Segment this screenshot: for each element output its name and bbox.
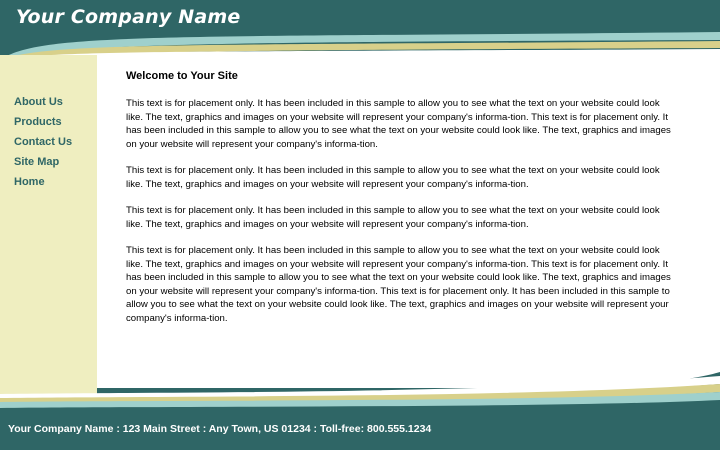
sidebar bbox=[0, 55, 97, 395]
nav-item-products bbox=[14, 112, 72, 132]
nav-item-contact-us bbox=[14, 132, 72, 152]
welcome-heading: Welcome to Your Site bbox=[126, 70, 238, 82]
body-text bbox=[126, 97, 671, 338]
nav-link-contact-us[interactable]: Contact Us bbox=[14, 136, 73, 148]
paragraph: This text is for placement only. It has been included in this sample to allow you to see what the text on your website could look like. The text, graphics and images on your website will represent your company's informa-tion. bbox=[126, 205, 660, 230]
nav-link-home[interactable]: Home bbox=[14, 176, 45, 188]
footer bbox=[0, 405, 720, 450]
nav-item-site-map bbox=[14, 152, 72, 172]
nav-item-about-us bbox=[14, 92, 72, 112]
paragraph: This text is for placement only. It has been included in this sample to allow you to see what the text on your website could look like. The text, graphics and images on your website will represent your company's informa-tion. This text is for placement only. It has been included in this sample to allow you to see what the text on your website could look like. The text, graphics and images on your website will represent your company's informa-tion. This text is for placement only. It has been included in this sample to allow you to see what the text on your website could look like. The text, graphics and images on your website will represent your company's informa-tion. bbox=[126, 245, 671, 324]
nav-menu bbox=[14, 92, 72, 192]
site-title: Your Company Name bbox=[16, 6, 241, 28]
footer-address: Your Company Name : 123 Main Street : Any Town, US 01234 : Toll-free: 800.555.1234 bbox=[8, 423, 432, 435]
nav-link-about-us[interactable]: About Us bbox=[14, 96, 63, 108]
main-content bbox=[97, 55, 720, 395]
nav-link-site-map[interactable]: Site Map bbox=[14, 156, 60, 168]
nav-item-home bbox=[14, 172, 72, 192]
paragraph: This text is for placement only. It has been included in this sample to allow you to see what the text on your website could look like. The text, graphics and images on your website will represent your company's informa-tion. bbox=[126, 165, 660, 190]
nav-link-products[interactable]: Products bbox=[14, 116, 62, 128]
paragraph: This text is for placement only. It has been included in this sample to allow you to see what the text on your website could look like. The text, graphics and images on your website will represent your company's informa-tion. This text is for placement only. It has been included in this sample to allow you to see what the text on your website could look like. The text, graphics and images on your website will represent your company's informa-tion. bbox=[126, 98, 671, 150]
